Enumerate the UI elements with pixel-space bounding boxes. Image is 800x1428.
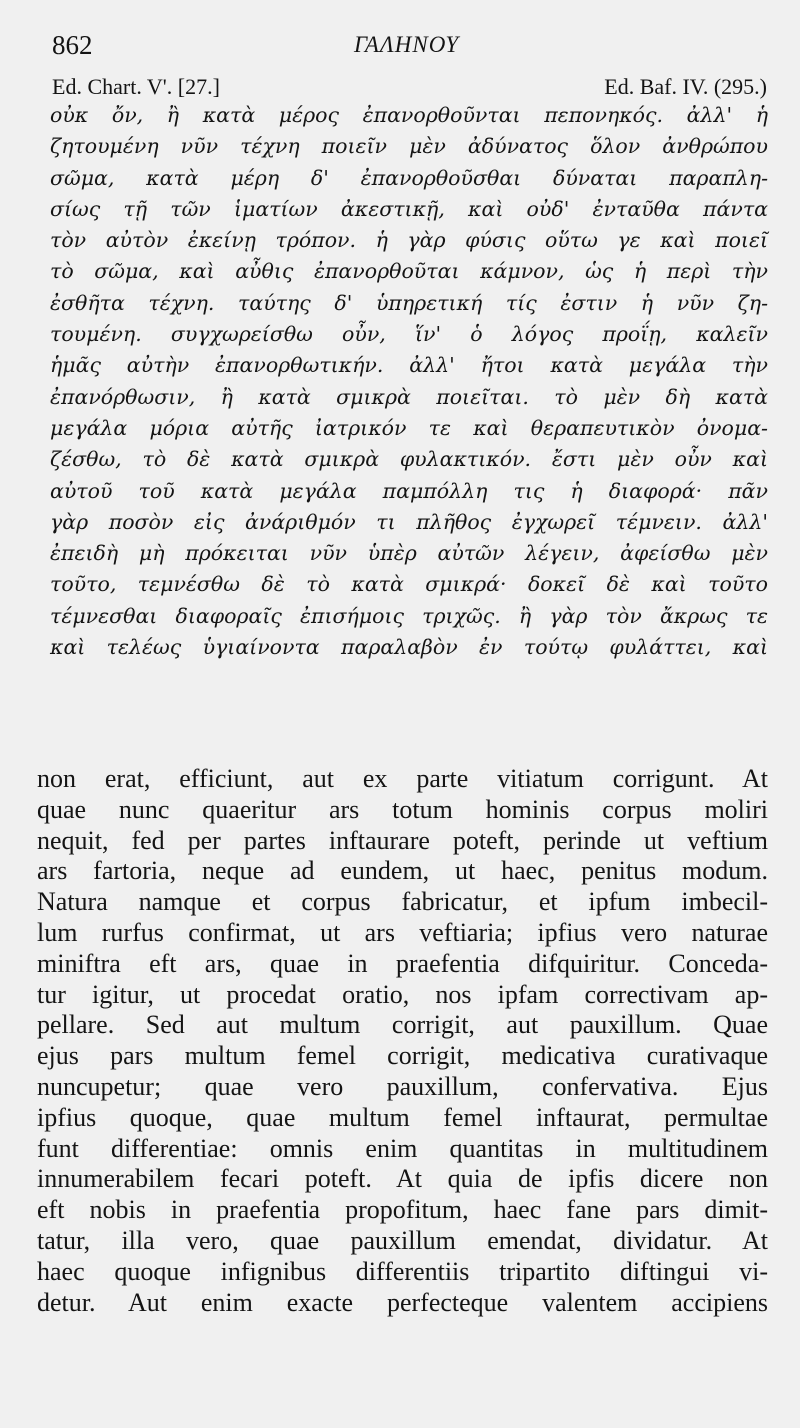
latin-line: ipfius quoque, quae multum femel inftaurat, permultae bbox=[37, 1102, 768, 1132]
latin-line: eft nobis in praefentia propofitum, haec fane pars dimit- bbox=[37, 1195, 768, 1225]
latin-line: detur. Aut enim exacte perfecteque valentem accipiens bbox=[37, 1287, 768, 1317]
latin-line: ars fartoria, neque ad eundem, ut haec, penitus modum. bbox=[37, 856, 768, 886]
latin-line: miniftra eft ars, quae in praefentia difquiritur. Conceda- bbox=[37, 948, 768, 978]
latin-line: Natura namque et corpus fabricatur, et ipfum imbecil- bbox=[37, 887, 768, 917]
latin-text-block bbox=[37, 764, 768, 1318]
latin-line: nequit, fed per partes inftaurare poteft, perinde ut veftium bbox=[37, 825, 768, 855]
page-number: 862 bbox=[52, 30, 93, 60]
latin-line: innumerabilem fecari poteft. At quia de ipfis dicere non bbox=[37, 1164, 768, 1194]
latin-line: haec quoque infignibus differentiis tripartito diftingui vi- bbox=[37, 1256, 768, 1286]
greek-line: ζητουμένη νῦν τέχνη ποιεῖν μὲν ἀδύνατος ὅλον ἀνθρώπου bbox=[50, 134, 768, 159]
latin-line: lum rurfus confirmat, ut ars veftiaria; ipfius vero naturae bbox=[37, 917, 768, 947]
latin-line: quae nunc quaeritur ars totum hominis corpus moliri bbox=[37, 794, 768, 824]
greek-line: σῶμα, κατὰ μέρη δ' ἐπανορθοῦσθαι δύναται παραπλη- bbox=[50, 165, 768, 190]
latin-line: funt differentiae: omnis enim quantitas in multitudinem bbox=[37, 1133, 768, 1163]
greek-line: ἐσθῆτα τέχνη. ταύτης δ' ὑπηρετική τίς ἐστιν ἡ νῦν ζη- bbox=[50, 290, 768, 315]
greek-text-block bbox=[50, 100, 768, 663]
latin-line: ejus pars multum femel corrigit, medicativa curativaque bbox=[37, 1041, 768, 1071]
greek-line: ἐπανόρθωσιν, ἢ κατὰ σμικρὰ ποιεῖται. τὸ μὲν δὴ κατὰ bbox=[50, 384, 768, 409]
greek-line: οὐκ ὄν, ἢ κατὰ μέρος ἐπανορθοῦνται πεπονηκός. ἀλλ' ἡ bbox=[50, 103, 768, 127]
greek-line: μεγάλα μόρια αὐτῆς ἰατρικόν τε καὶ θεραπευτικὸν ὀνομα- bbox=[50, 415, 768, 440]
latin-line: nuncupetur; quae vero pauxillum, confervativa. Ejus bbox=[37, 1071, 768, 1101]
greek-line: ζέσθω, τὸ δὲ κατὰ σμικρὰ φυλακτικόν. ἔστι μὲν οὖν καὶ bbox=[50, 447, 768, 472]
greek-line: τουμένη. συγχωρείσθω οὖν, ἵν' ὁ λόγος προΐῃ, καλεῖν bbox=[50, 322, 768, 347]
greek-line: τὸν αὐτὸν ἐκείνῃ τρόπον. ἡ γὰρ φύσις οὕτω γε καὶ ποιεῖ bbox=[50, 228, 768, 253]
greek-line: γὰρ ποσὸν εἰς ἀνάριθμόν τι πλῆθος ἐγχωρεῖ τέμνειν. ἀλλ' bbox=[50, 509, 768, 534]
running-title: ΓΑΛΗΝΟΥ bbox=[354, 32, 460, 57]
greek-line: σίως τῇ τῶν ἱματίων ἀκεστικῇ, καὶ οὐδ' ἐνταῦθα πάντα bbox=[50, 196, 768, 221]
greek-line: τὸ σῶμα, καὶ αὖθις ἐπανορθοῦται κάμνον, ὡς ἡ περὶ τὴν bbox=[50, 259, 768, 284]
greek-line: καὶ τελέως ὑγιαίνοντα παραλαβὸν ἐν τούτῳ φυλάττει, καὶ bbox=[50, 635, 768, 660]
greek-line: τοῦτο, τεμνέσθω δὲ τὸ κατὰ σμικρά· δοκεῖ δὲ καὶ τοῦτο bbox=[50, 572, 768, 597]
greek-line: τέμνεσθαι διαφοραῖς ἐπισήμοις τριχῶς. ἢ γὰρ τὸν ἄκρως τε bbox=[50, 603, 768, 628]
edition-reference-left: Ed. Chart. V'. [27.] bbox=[52, 74, 220, 99]
edition-reference-right: Ed. Baf. IV. (295.) bbox=[604, 74, 767, 99]
latin-line: non erat, efficiunt, aut ex parte vitiatum corrigunt. At bbox=[37, 764, 768, 793]
latin-line: tatur, illa vero, quae pauxillum emendat, dividatur. At bbox=[37, 1225, 768, 1255]
greek-line: ἡμᾶς αὐτὴν ἐπανορθωτικήν. ἀλλ' ἤτοι κατὰ μεγάλα τὴν bbox=[50, 353, 768, 378]
greek-line: αὐτοῦ τοῦ κατὰ μεγάλα παμπόλλη τις ἡ διαφορά· πᾶν bbox=[50, 478, 768, 503]
greek-line: ἐπειδὴ μὴ πρόκειται νῦν ὑπὲρ αὐτῶν λέγειν, ἀφείσθω μὲν bbox=[50, 541, 768, 566]
latin-line: pellare. Sed aut multum corrigit, aut pauxillum. Quae bbox=[37, 1010, 768, 1040]
latin-line: tur igitur, ut procedat oratio, nos ipfam correctivam ap- bbox=[37, 979, 768, 1009]
page-header bbox=[52, 30, 766, 64]
